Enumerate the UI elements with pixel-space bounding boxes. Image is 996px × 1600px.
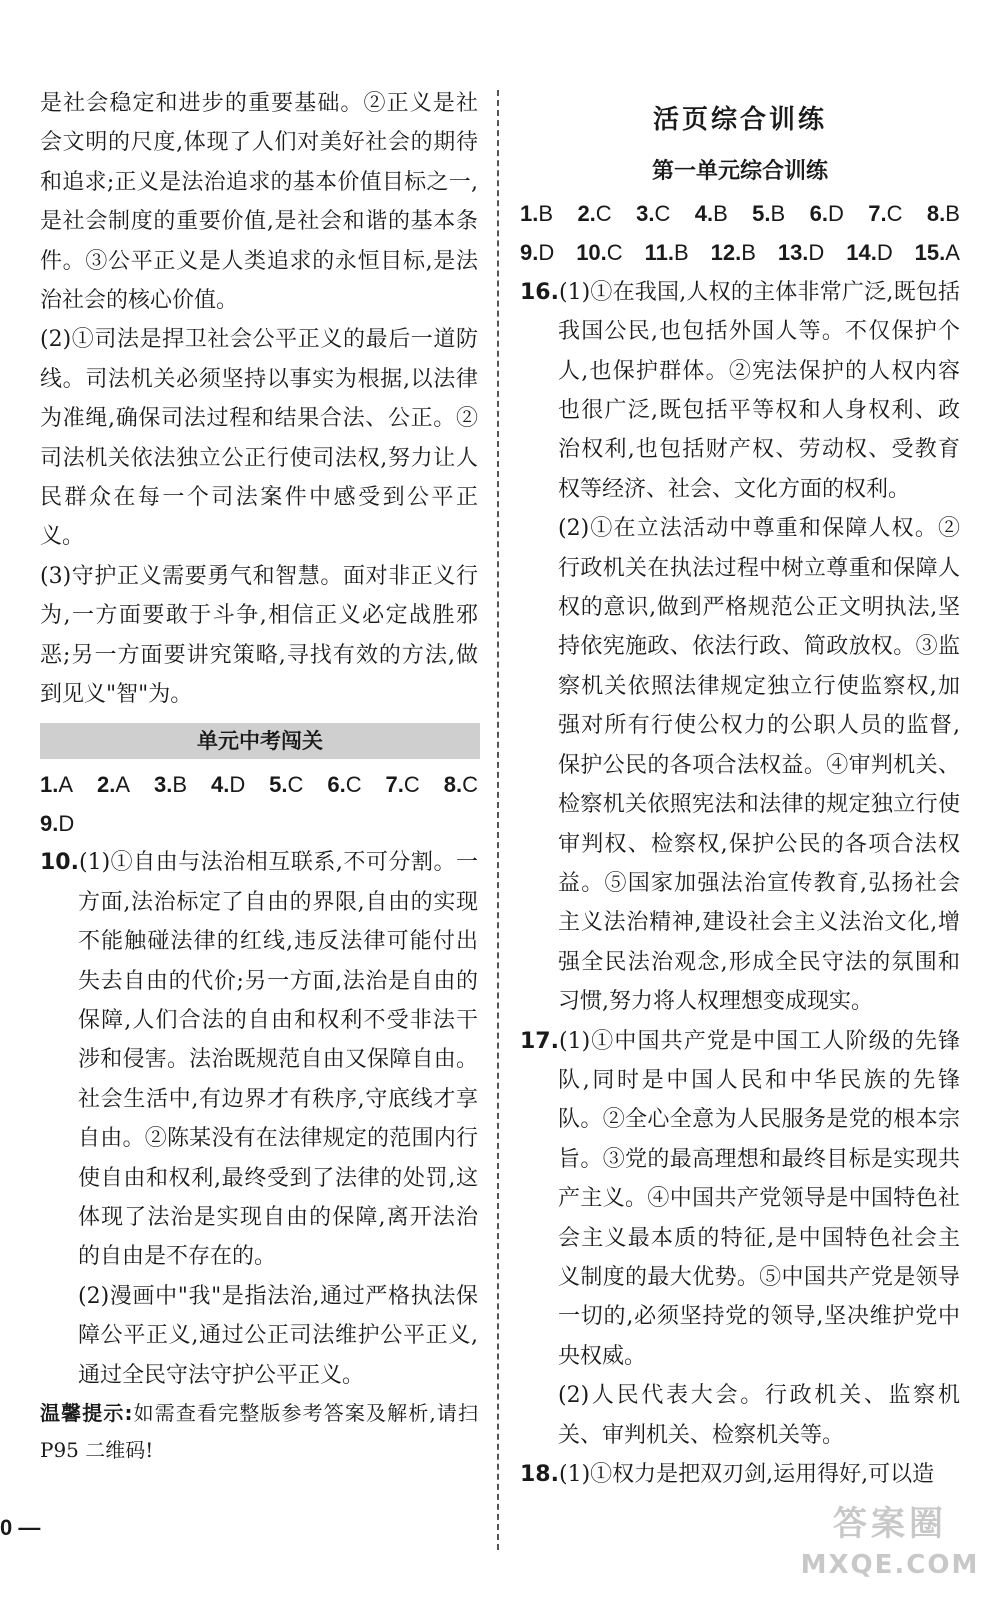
watermark-logo	[800, 1500, 980, 1590]
answer-item: 1.B	[520, 201, 554, 226]
question-number: 17.	[520, 1028, 559, 1054]
answer-item: 9.D	[40, 810, 75, 836]
answer-row	[520, 194, 960, 233]
answer-item: 13.D	[777, 240, 825, 266]
answer-item: 1.A	[40, 771, 74, 797]
page-number: 0 —	[0, 1515, 41, 1540]
answer-item: 5.B	[752, 201, 786, 226]
section-subtitle: 第一单元综合训练	[651, 159, 828, 184]
answer-item: 6.D	[809, 201, 844, 226]
answer-item: 7.C	[868, 201, 903, 226]
answer-item: 9.D	[520, 240, 555, 266]
answer-item: 8.B	[926, 201, 960, 226]
paragraph: (2)①司法是捍卫社会公平正义的最后一道防线。司法机关必须坚持以事实为根据,以法律为准绳,确保司法过程和结果合法、公正。②司法机关依法独立公正行使司法权,努力让人民群众在每一个司法案件中感受到公平正义。	[40, 327, 478, 550]
question-10: 10.(1)①自由与法治相互联系,不可分割。一方面,法治标定了自由的界限,自由的实现不能触碰法律的红线,违反法律可能付出失去自由的代价;另一方面,法治是自由的保障,人们合法的自由和权利不受非法干涉和侵害。法治既规范自由又保障自由。社会生活中,有边界才有秩序,守底线才享自由。②陈某没有在法律规定的范围内行使自由和权利,最终受到了法律的处罚,这体现了法治是实现自由的保障,离开法治的自由是不存在的。	[40, 850, 478, 1270]
question-17-part-2: (2)人民代表大会。行政机关、监察机关、审判机关、检察机关等。	[558, 1383, 960, 1448]
answer-item: 3.B	[153, 771, 188, 797]
question-10-part-2: (2)漫画中"我"是指法治,通过严格执法保障公平正义,通过公正司法维护公平正义,通过全民守法守护公平正义。	[78, 1283, 478, 1388]
section-title-bar: 单元中考闯关	[40, 723, 480, 759]
answer-item: 5.C	[269, 771, 304, 797]
tip-text: 如需查看完整版参考答案及解析,请扫 P95 二维码!	[40, 1401, 479, 1462]
question-16-part-2: (2)①在立法活动中尊重和保障人权。②行政机关在执法过程中树立尊重和保障人权的意识,做到严格规范公正文明执法,坚持依宪施政、依法行政、简政放权。③监察机关依照法律规定独立行使监察权,加强对所有行使公权力的公职人员的监督,保护公民的各项合法权益。④审判机关、检察机关依照宪法和法律的规定独立行使审判权、检察权,保护公民的各项合法权益。⑤国家加强法治宣传教育,弘扬社会主义法治精神,建设社会主义法治文化,增强全民法治观念,形成全民守法的氛围和习惯,努力将人权理想变成现实。	[558, 516, 960, 1015]
answer-item: 2.A	[96, 771, 131, 797]
answer-item: 8.C	[443, 771, 478, 797]
question-number: 16.	[520, 279, 559, 305]
tip-label: 温馨提示:	[40, 1401, 133, 1425]
question-number: 10.	[40, 850, 79, 876]
question-18: 18.(1)①权力是把双刃剑,运用得好,可以造	[520, 1462, 935, 1487]
answer-item: 10.C	[576, 240, 623, 266]
answer-item: 4.D	[210, 771, 246, 797]
column-divider	[497, 90, 499, 1550]
question-number: 18.	[520, 1462, 559, 1487]
answer-row	[520, 233, 960, 272]
answer-item: 6.C	[327, 771, 362, 797]
answer-item: 4.B	[694, 201, 728, 226]
answer-item: 3.C	[636, 201, 671, 226]
question-16: 16.(1)①在我国,人权的主体非常广泛,既包括我国公民,也包括外国人等。不仅保护个人,也保护群体。②宪法保护的人权内容也很广泛,既包括平等权和人身权利、政治权利,也包括财产权、劳动权、受教育权等经济、社会、文化方面的权利。	[520, 279, 960, 502]
paragraph: 是社会稳定和进步的重要基础。②正义是社会文明的尺度,体现了人们对美好社会的期待和追求;正义是法治追求的基本价值目标之一,是社会制度的重要价值,是社会和谐的基本条件。③公平正义是人类追求的永恒目标,是法治社会的核心价值。	[40, 91, 478, 314]
left-column	[40, 84, 478, 1469]
right-column	[520, 100, 960, 1494]
answer-item: 15.A	[914, 240, 960, 266]
paragraph: (3)守护正义需要勇气和智慧。面对非正义行为,一方面要敢于斗争,相信正义必定战胜邪恶;另一方面要讲究策略,寻找有效的方法,做到见义"智"为。	[40, 563, 478, 708]
page-title: 活页综合训练	[652, 105, 827, 135]
watermark-url: MXQE.COM	[800, 1550, 980, 1580]
answer-item: 14.D	[846, 240, 893, 266]
answer-item: 12.B	[710, 240, 756, 266]
watermark-text: 答案圈	[833, 1504, 947, 1544]
answer-item: 7.C	[385, 771, 420, 797]
answer-item: 11.B	[644, 240, 689, 266]
answer-row	[40, 804, 478, 843]
answer-row	[40, 765, 478, 804]
answer-item: 2.C	[577, 201, 612, 226]
tip-note	[40, 1395, 478, 1469]
question-17: 17.(1)①中国共产党是中国工人阶级的先锋队,同时是中国人民和中华民族的先锋队。②全心全意为人民服务是党的根本宗旨。③党的最高理想和最终目标是实现共产主义。④中国共产党领导是中国特色社会主义最本质的特征,是中国特色社会主义制度的最大优势。⑤中国共产党是领导一切的,必须坚持党的领导,坚决维护党中央权威。	[520, 1028, 960, 1369]
